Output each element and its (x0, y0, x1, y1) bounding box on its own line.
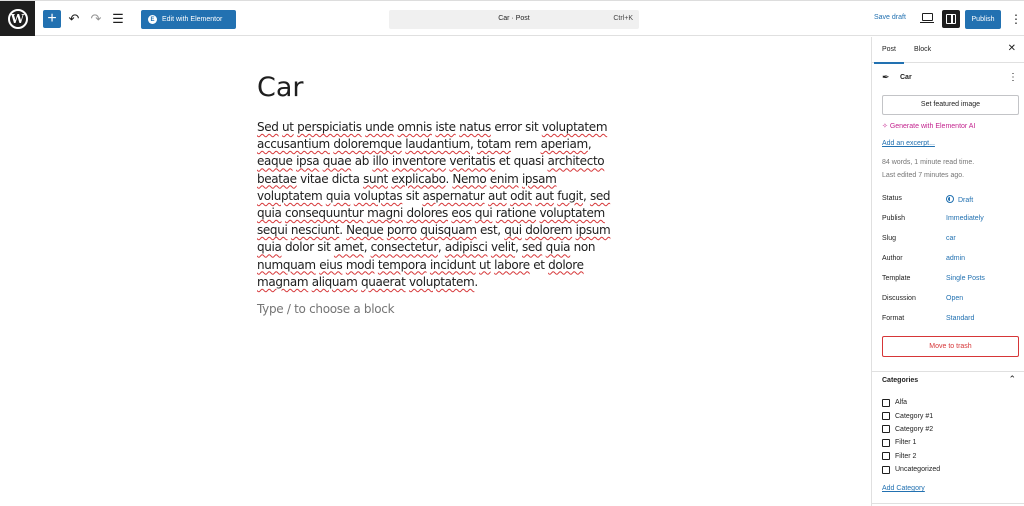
divider (872, 371, 1024, 372)
category-item[interactable] (882, 436, 940, 449)
pen-icon: ✒ (882, 72, 890, 82)
move-to-trash-button[interactable]: Move to trash (882, 336, 1019, 357)
post-name: Car (900, 74, 912, 81)
post-title[interactable]: Car (257, 72, 304, 103)
category-label: Category #2 (895, 425, 934, 433)
tab-post[interactable]: Post (882, 46, 897, 53)
sparkle-icon: ✧ (882, 123, 890, 130)
save-draft-button[interactable]: Save draft (874, 14, 906, 21)
redo-icon[interactable]: ↷ (90, 11, 102, 26)
category-label: Filter 1 (895, 439, 917, 447)
category-item[interactable] (882, 463, 940, 476)
post-actions-icon[interactable]: ⋮ (1008, 72, 1018, 83)
divider (872, 503, 1024, 504)
category-label: Filter 2 (895, 452, 917, 460)
command-palette-bar[interactable] (389, 10, 639, 29)
edit-with-elementor-button[interactable] (141, 10, 236, 29)
sidebar-tabs (872, 37, 1024, 63)
category-item[interactable] (882, 450, 940, 463)
add-category-link[interactable]: Add Category (882, 485, 925, 492)
checkbox[interactable] (882, 466, 890, 474)
add-excerpt-link[interactable]: Add an excerpt... (882, 140, 935, 147)
format-label: Format (882, 315, 905, 322)
document-overview-icon[interactable]: ☰ (112, 11, 124, 26)
checkbox[interactable] (882, 452, 890, 460)
settings-sidebar-icon[interactable] (942, 10, 960, 28)
elementor-icon: E (148, 15, 157, 24)
generate-ai-link[interactable] (882, 122, 975, 130)
preview-icon[interactable] (922, 13, 933, 21)
category-label: Uncategorized (895, 466, 941, 474)
status-value[interactable]: Draft (946, 195, 973, 204)
checkbox[interactable] (882, 425, 890, 433)
undo-icon[interactable]: ↶ (68, 11, 80, 26)
settings-sidebar (871, 37, 1024, 506)
categories-list (882, 396, 940, 476)
post-paragraph[interactable]: Sed ut perspiciatis unde omnis iste natus error sit voluptatem accusantium doloremque laudantium, totam rem aperiam, eaque ipsa quae ab illo inventore veritatis et quasi architecto beatae vitae dicta sunt explicabo. Nemo enim ipsam voluptatem quia voluptas sit aspernatur aut odit aut fugit, sed quia consequuntur magni dolores eos qui ratione voluptatem sequi nesciunt. Neque porro quisquam est, qui dolorem ipsum quia dolor sit amet, consectetur, adipisci velit, sed quia non numquam eius modi tempora incidunt ut labore et dolore magnam aliquam quaerat voluptatem. (257, 120, 611, 289)
discussion-value[interactable]: Open (946, 295, 964, 302)
chevron-up-icon[interactable]: ⌃ (1008, 374, 1016, 384)
category-item[interactable] (882, 409, 940, 422)
add-block-button[interactable]: + (43, 10, 61, 28)
publish-label: Publish (882, 215, 905, 222)
checkbox[interactable] (882, 439, 890, 447)
category-label: Alfa (895, 399, 908, 407)
category-item[interactable] (882, 396, 940, 409)
slug-label: Slug (882, 235, 897, 242)
command-shortcut: Ctrl+K (613, 15, 633, 22)
status-label: Status (882, 195, 902, 202)
author-value[interactable]: admin (946, 255, 966, 262)
last-edited: Last edited 7 minutes ago. (882, 172, 965, 179)
format-value[interactable]: Standard (946, 315, 975, 322)
post-summary (882, 72, 1022, 86)
publish-value[interactable]: Immediately (946, 215, 984, 222)
draft-status-icon (946, 195, 954, 203)
more-options-icon[interactable]: ⋮ (1010, 12, 1022, 26)
word-count: 84 words, 1 minute read time. (882, 159, 975, 166)
category-label: Category #1 (895, 412, 934, 420)
wordpress-logo-icon[interactable]: W (0, 1, 35, 36)
tab-block[interactable]: Block (914, 46, 932, 53)
slug-value[interactable]: car (946, 235, 956, 242)
template-value[interactable]: Single Posts (946, 275, 985, 282)
category-item[interactable] (882, 423, 940, 436)
elementor-button-label: Edit with Elementor (162, 16, 223, 23)
author-label: Author (882, 255, 903, 262)
template-label: Template (882, 275, 911, 282)
editor-toolbar (0, 1, 1024, 36)
checkbox[interactable] (882, 399, 890, 407)
close-icon[interactable]: ✕ (1007, 43, 1016, 54)
categories-heading[interactable]: Categories (882, 377, 919, 384)
block-placeholder[interactable]: Type / to choose a block (257, 302, 395, 316)
checkbox[interactable] (882, 412, 890, 420)
publish-button[interactable]: Publish (965, 10, 1001, 29)
command-title: Car · Post (498, 15, 530, 22)
generate-ai-label: Generate with Elementor AI (889, 123, 976, 130)
set-featured-image-button[interactable]: Set featured image (882, 95, 1019, 115)
discussion-label: Discussion (882, 295, 916, 302)
